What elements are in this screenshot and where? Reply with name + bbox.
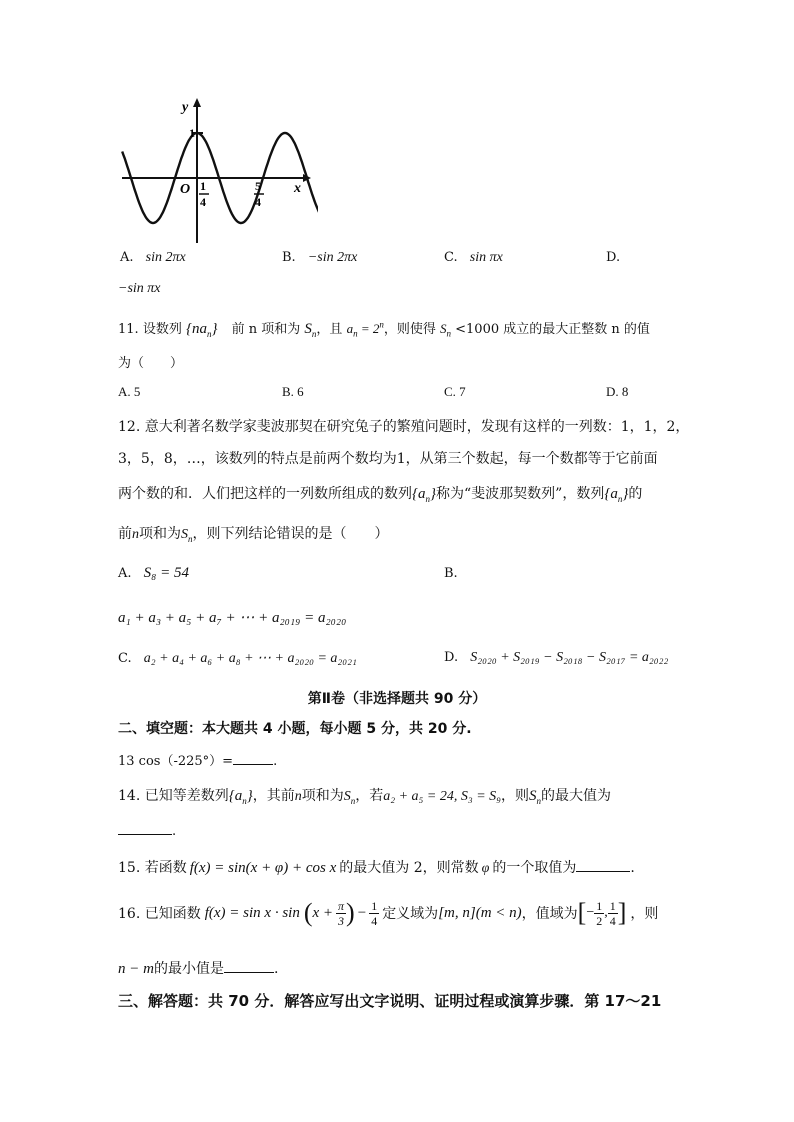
q16-r-den2: 4 bbox=[609, 913, 616, 928]
q10-option-d[interactable] bbox=[606, 250, 620, 265]
q11-an-eq: = 2 bbox=[357, 321, 380, 336]
q11-line2: 为（ ） bbox=[118, 356, 184, 371]
section3-title: 三、解答题：共 70 分．解答应写出文字说明、证明过程或演算步骤．第 17～21 bbox=[118, 992, 662, 1010]
q16-pi: π bbox=[338, 898, 345, 913]
q10-option-a-expr: sin 2πx bbox=[145, 250, 186, 265]
q11-line1 bbox=[118, 318, 650, 339]
q11-s: S bbox=[304, 321, 312, 337]
q14-line1 bbox=[118, 785, 611, 806]
q13 bbox=[118, 750, 277, 769]
q10-option-b-label: B. bbox=[282, 250, 296, 265]
q11-option-b[interactable]: B. 6 bbox=[282, 384, 304, 399]
q11-seq-sub: n bbox=[206, 329, 212, 339]
q12-line4-c: ，则下列结论错误的是（ ） bbox=[192, 526, 389, 542]
q16-one: 1 bbox=[371, 898, 378, 913]
q16-three: 3 bbox=[338, 913, 345, 928]
q16-line2b: 的最小值是 bbox=[153, 961, 224, 977]
q15 bbox=[118, 857, 635, 877]
q11-s2: S bbox=[440, 321, 447, 336]
q12-option-c[interactable] bbox=[118, 650, 357, 667]
q12-line2: 3，5，8，…，该数列的特点是前两个数均为1，从第三个数起，每一个数都等于它前面 bbox=[118, 451, 658, 467]
q16-r-den1: 2 bbox=[596, 913, 603, 928]
q11-text-2: 前 n 项和为 bbox=[231, 322, 301, 337]
q11-number: 11. bbox=[118, 322, 139, 337]
q16-r-num2: 1 bbox=[609, 898, 616, 913]
q11-s2-sub: n bbox=[446, 328, 451, 339]
q12-option-d-expr: S₂₀₂₀ + S₂₀₁₉ − S₂₀₁₈ − S₂₀₁₇ = a₂₀₂₂ bbox=[470, 650, 669, 665]
tick-2-den: 4 bbox=[255, 195, 261, 209]
q14-seq: {a bbox=[228, 788, 243, 804]
x-axis-label: x bbox=[294, 181, 301, 196]
y-axis-label: y bbox=[182, 100, 189, 115]
q13-end: . bbox=[273, 754, 278, 769]
q16-b: 定义域为 bbox=[382, 906, 439, 922]
section2-part: 二、填空题：本大题共 4 小题，每小题 5 分，共 20 分. bbox=[118, 721, 472, 737]
q16-nm: n − m bbox=[118, 961, 154, 977]
q10-option-c-label: C. bbox=[444, 250, 458, 265]
q16-frac-quarter-2 bbox=[608, 899, 618, 928]
q11-option-d[interactable]: D. 8 bbox=[606, 384, 629, 399]
q12-seq-sub-2: n bbox=[617, 494, 623, 504]
origin-label: O bbox=[180, 182, 191, 197]
q11-option-c[interactable]: C. 7 bbox=[444, 384, 466, 399]
q16-frac-quarter bbox=[369, 899, 379, 928]
q16-domain: [m, n](m < n) bbox=[438, 904, 522, 921]
q15-b: 的最大值为 2，则常数 bbox=[339, 860, 479, 876]
q11-seq: {na bbox=[185, 321, 207, 337]
one-label: 1 bbox=[189, 126, 195, 140]
q16-frac-pi3 bbox=[336, 899, 346, 928]
q15-end: . bbox=[630, 860, 635, 876]
q16-end: . bbox=[273, 961, 279, 977]
q15-expr: f(x) = sin(x + φ) + cos x bbox=[189, 860, 337, 876]
q11-an-sup: n bbox=[379, 319, 384, 330]
q10-option-d-expr: −sin πx bbox=[118, 281, 161, 296]
q16-a: 16. 已知函数 bbox=[118, 906, 201, 922]
q14-s-sub: n bbox=[350, 795, 356, 806]
q12-line4 bbox=[118, 523, 389, 544]
tick-1-num: 1 bbox=[200, 179, 206, 193]
q12-option-a[interactable] bbox=[118, 565, 189, 582]
q14-e: ，则 bbox=[501, 788, 530, 804]
q12-option-b-expr: a₁ + a₃ + a₅ + a₇ + ⋯ + a₂₀₁₉ = a₂₀₂₀ bbox=[118, 610, 347, 626]
q12-line4-n: n bbox=[132, 527, 139, 542]
q11-an-sub: n bbox=[353, 328, 358, 339]
q11-ineq: <1000 成立的最大正整数 n 的值 bbox=[451, 322, 650, 337]
q14-c: 项和为 bbox=[301, 788, 344, 804]
q14-line2 bbox=[118, 822, 176, 839]
q11-option-a[interactable]: A. 5 bbox=[118, 384, 141, 399]
q16-d: ，则 bbox=[630, 906, 659, 922]
q16-inner: x + bbox=[312, 904, 334, 921]
sine-graph bbox=[118, 95, 318, 245]
q14-s2-sub: n bbox=[536, 796, 542, 806]
q12-line4-a: 前 bbox=[118, 526, 132, 542]
q12-seq-close-2: } bbox=[622, 486, 629, 502]
q10-option-b[interactable] bbox=[282, 250, 357, 266]
q11-seq-close: } bbox=[211, 321, 218, 337]
q16-c: ，值域为 bbox=[521, 906, 578, 922]
q12-option-c-label: C. bbox=[118, 651, 132, 666]
q12-line4-s-sub: n bbox=[188, 533, 193, 544]
q14-f: 的最大值为 bbox=[541, 788, 612, 804]
q14-blank[interactable] bbox=[118, 822, 172, 835]
q14-n: n bbox=[294, 789, 302, 804]
q12-line3 bbox=[118, 483, 642, 504]
q12-line3-a: 两个数的和．人们把这样的一列数所组成的数列 bbox=[118, 486, 412, 502]
q12-line3-b: 称为“斐波那契数列”，数列 bbox=[436, 486, 605, 502]
q12-option-c-expr: a₂ + a₄ + a₆ + a₈ + ⋯ + a₂₀₂₀ = a₂₀₂₁ bbox=[143, 651, 357, 666]
q16-minus: − bbox=[357, 904, 367, 921]
q14-seq-sub: n bbox=[242, 796, 247, 806]
q11-text-3: ，且 bbox=[316, 322, 343, 337]
q16-paren-close: ) bbox=[346, 898, 355, 927]
q16-blank[interactable] bbox=[224, 960, 274, 973]
q14-b: ，其前 bbox=[252, 788, 295, 804]
q10-option-b-expr: −sin 2πx bbox=[307, 250, 358, 265]
q12-seq-close: } bbox=[430, 486, 436, 502]
q11-text-4: ，则使得 bbox=[383, 322, 436, 337]
q16-line1: 16. 已知函数 f(x) = sin x · sin ( x + $\frac{\pi}{3}$ ) − $\frac{1}{4}$ 定义域为 [m, n](m < n) ，值域为 [ − $\frac{1}{2}$ , $\frac{1}{4}$ ] ，则 bbox=[118, 898, 659, 928]
q14-s: S bbox=[343, 789, 351, 804]
q13-text: 13 cos（-225°）= bbox=[118, 754, 234, 769]
q11-s-sub: n bbox=[311, 329, 317, 339]
q12-seq-2: {a bbox=[604, 486, 618, 502]
q12-line1: 12. 意大利著名数学家斐波那契在研究兔子的繁殖问题时，发现有这样的一列数：1，1，2， bbox=[118, 419, 690, 435]
q14-end: . bbox=[172, 824, 177, 839]
section2-title: 第Ⅱ卷（非选择题共 90 分） bbox=[307, 691, 487, 707]
q16-frac-half bbox=[594, 899, 604, 928]
q11-text: 设数列 bbox=[142, 322, 182, 337]
q16-four: 4 bbox=[371, 913, 378, 928]
q12-option-d[interactable] bbox=[444, 650, 668, 666]
q10-option-a-label: A. bbox=[120, 250, 134, 265]
q15-blank[interactable] bbox=[576, 859, 630, 872]
q13-blank[interactable] bbox=[233, 752, 273, 765]
q12-seq: {a bbox=[412, 486, 426, 502]
q12-line4-s: S bbox=[181, 527, 188, 542]
q12-option-a-expr: S₈ = 54 bbox=[143, 565, 190, 581]
q16-line2 bbox=[118, 958, 278, 978]
tick-1-den: 4 bbox=[200, 195, 206, 209]
q11-an: a bbox=[346, 321, 354, 336]
q16-bracket-open: [ bbox=[577, 898, 587, 927]
q12-option-a-label: A. bbox=[118, 566, 132, 581]
q12-line3-c: 的 bbox=[628, 486, 643, 502]
q10-option-d-label: D. bbox=[606, 250, 621, 265]
q12-line4-b: 项和为 bbox=[139, 526, 181, 542]
q12-option-d-label: D. bbox=[444, 650, 459, 665]
q14-seq-close: } bbox=[246, 788, 253, 804]
q16-expr1: f(x) = sin x · sin bbox=[204, 904, 300, 921]
q14-d: ，若 bbox=[355, 788, 384, 804]
tick-2-num: 5 bbox=[255, 179, 261, 193]
q15-phi: φ bbox=[481, 861, 490, 876]
q12-option-b[interactable] bbox=[444, 566, 458, 581]
q10-option-a[interactable] bbox=[120, 250, 186, 266]
q16-paren-open: ( bbox=[303, 898, 313, 927]
q14-cond: a₂ + a₅ = 24, S₃ = S₉ bbox=[383, 789, 502, 804]
q10-option-c-expr: sin πx bbox=[469, 250, 503, 265]
q12-seq-sub: n bbox=[425, 494, 430, 504]
q15-a: 15. 若函数 bbox=[118, 860, 187, 876]
q12-option-b-label: B. bbox=[444, 566, 458, 581]
q14-s2: S bbox=[529, 788, 537, 804]
q15-c: 的一个取值为 bbox=[492, 860, 577, 876]
q14-a: 14. 已知等差数列 bbox=[118, 788, 229, 804]
q10-option-c[interactable] bbox=[444, 250, 503, 266]
q16-r-num1: 1 bbox=[596, 898, 603, 913]
q16-bracket-close: ] bbox=[617, 898, 627, 927]
